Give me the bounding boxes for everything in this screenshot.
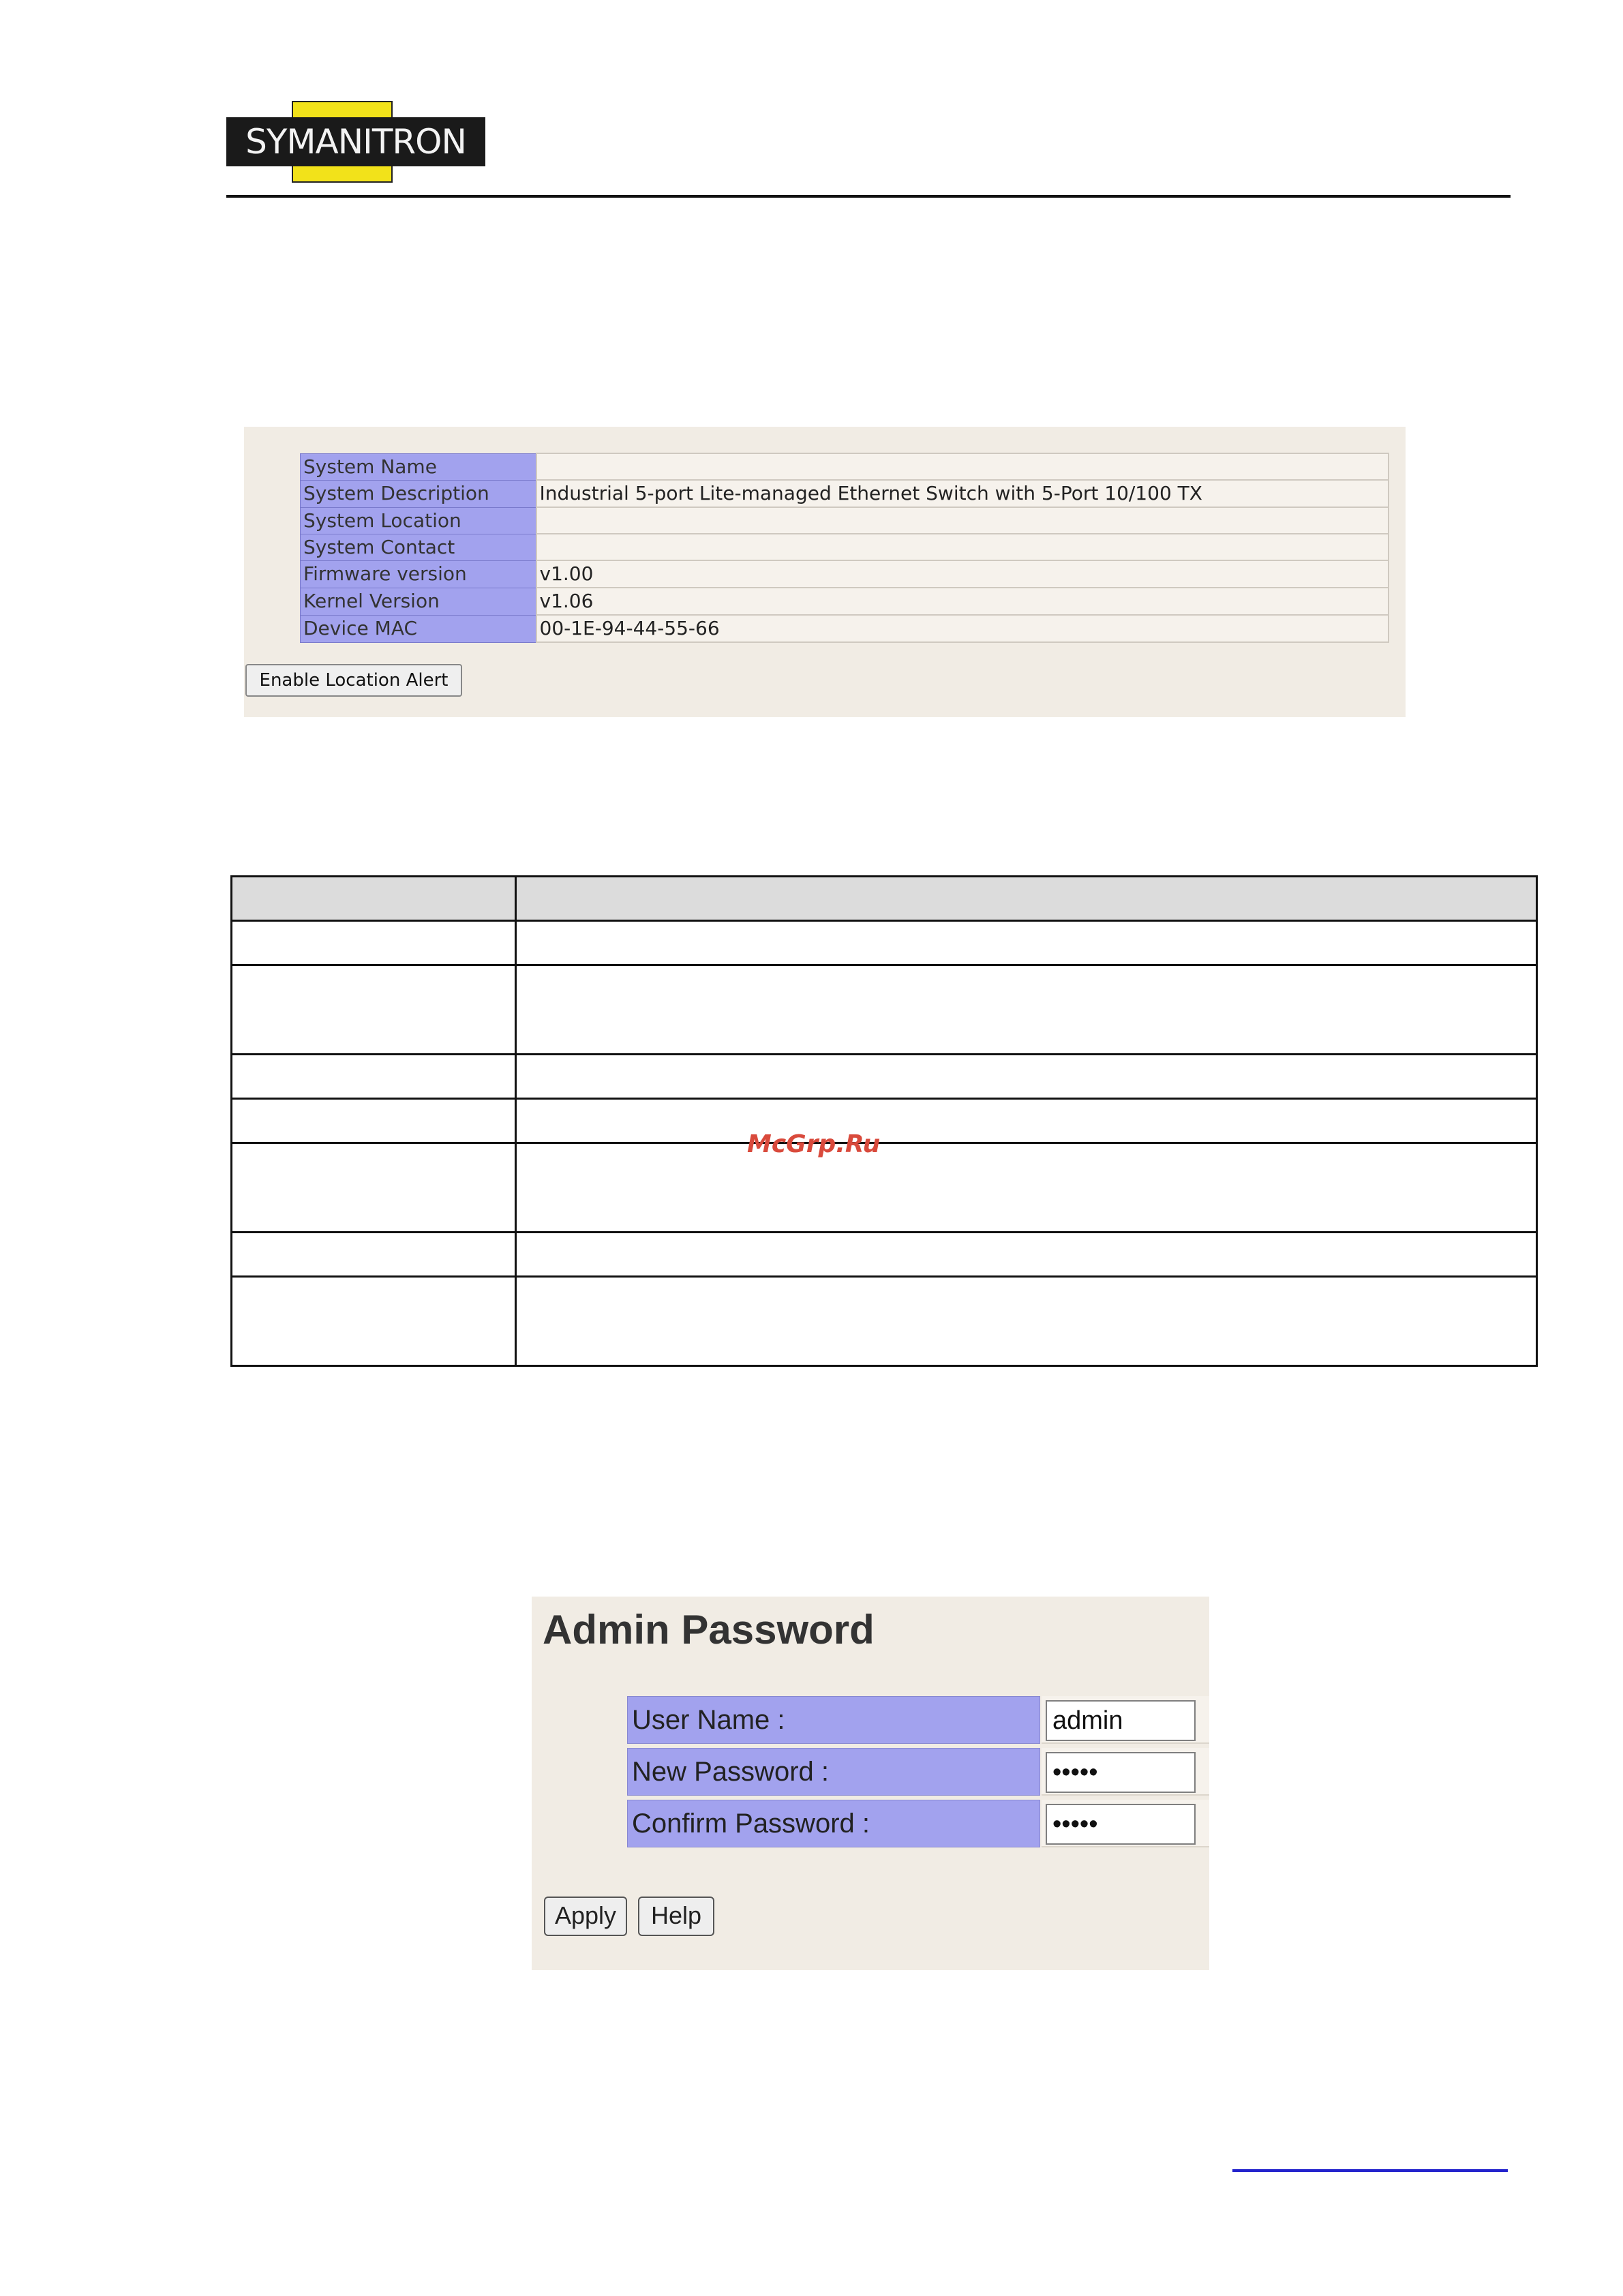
table-cell — [516, 1055, 1537, 1099]
firmware-version-label: Firmware version — [301, 560, 536, 588]
device-mac-value: 00-1E-94-44-55-66 — [536, 615, 1389, 642]
table-cell — [516, 921, 1537, 965]
system-name-label: System Name — [301, 453, 536, 480]
new-password-label: New Password : — [627, 1748, 1040, 1796]
table-header-cell — [232, 877, 516, 921]
table-row — [232, 1099, 1537, 1143]
system-info-row — [301, 480, 1389, 507]
system-contact-value — [536, 534, 1389, 560]
footer-link-underline[interactable] — [1232, 2169, 1508, 2172]
table-cell — [516, 1099, 1537, 1143]
table-cell — [232, 1277, 516, 1366]
table-cell — [232, 921, 516, 965]
table-cell — [232, 1233, 516, 1277]
new-password-input[interactable] — [1046, 1752, 1196, 1793]
table-header-row — [232, 877, 1537, 921]
apply-button[interactable]: Apply — [544, 1897, 627, 1936]
symanitron-logo — [226, 101, 485, 183]
system-info-row — [301, 507, 1389, 534]
table-cell — [232, 1143, 516, 1233]
table-cell — [516, 1143, 1537, 1233]
system-info-row — [301, 453, 1389, 480]
table-cell — [232, 1099, 516, 1143]
new-password-cell — [1042, 1748, 1209, 1796]
system-contact-label: System Contact — [301, 534, 536, 560]
user-name-input[interactable] — [1046, 1700, 1196, 1741]
table-cell — [516, 965, 1537, 1055]
firmware-version-value: v1.00 — [536, 560, 1389, 588]
system-info-row — [301, 615, 1389, 642]
user-name-cell — [1042, 1696, 1209, 1744]
table-row — [232, 1277, 1537, 1366]
system-description-value: Industrial 5-port Lite-managed Ethernet Switch with 5-Port 10/100 TX — [536, 480, 1389, 507]
user-name-label: User Name : — [627, 1696, 1040, 1744]
new-password-row — [627, 1748, 1209, 1796]
kernel-version-value: v1.06 — [536, 588, 1389, 615]
watermark: McGrp.Ru — [747, 1130, 881, 1158]
confirm-password-label: Confirm Password : — [627, 1800, 1040, 1847]
confirm-password-input[interactable] — [1046, 1804, 1196, 1845]
system-description-label: System Description — [301, 480, 536, 507]
table-row — [232, 1143, 1537, 1233]
help-button[interactable]: Help — [638, 1897, 714, 1936]
system-info-row — [301, 588, 1389, 615]
table-cell — [516, 1277, 1537, 1366]
table-cell — [516, 1233, 1537, 1277]
enable-location-alert-button[interactable]: Enable Location Alert — [245, 664, 462, 697]
logo-text: SYMANITRON — [226, 117, 485, 166]
system-info-row — [301, 560, 1389, 588]
description-table — [230, 875, 1538, 1367]
admin-password-title: Admin Password — [543, 1607, 875, 1652]
kernel-version-label: Kernel Version — [301, 588, 536, 615]
system-info-table — [300, 453, 1389, 643]
system-info-panel — [244, 427, 1406, 717]
header-divider — [226, 195, 1511, 198]
table-row — [232, 965, 1537, 1055]
device-mac-label: Device MAC — [301, 615, 536, 642]
confirm-password-row — [627, 1800, 1209, 1847]
system-info-row — [301, 534, 1389, 560]
table-cell — [232, 1055, 516, 1099]
admin-password-panel — [532, 1597, 1209, 1970]
system-name-value — [536, 453, 1389, 480]
table-row — [232, 921, 1537, 965]
system-location-value — [536, 507, 1389, 534]
table-row — [232, 1055, 1537, 1099]
table-row — [232, 1233, 1537, 1277]
system-location-label: System Location — [301, 507, 536, 534]
user-name-row — [627, 1696, 1209, 1744]
table-header-cell — [516, 877, 1537, 921]
confirm-password-cell — [1042, 1800, 1209, 1847]
table-cell — [232, 965, 516, 1055]
